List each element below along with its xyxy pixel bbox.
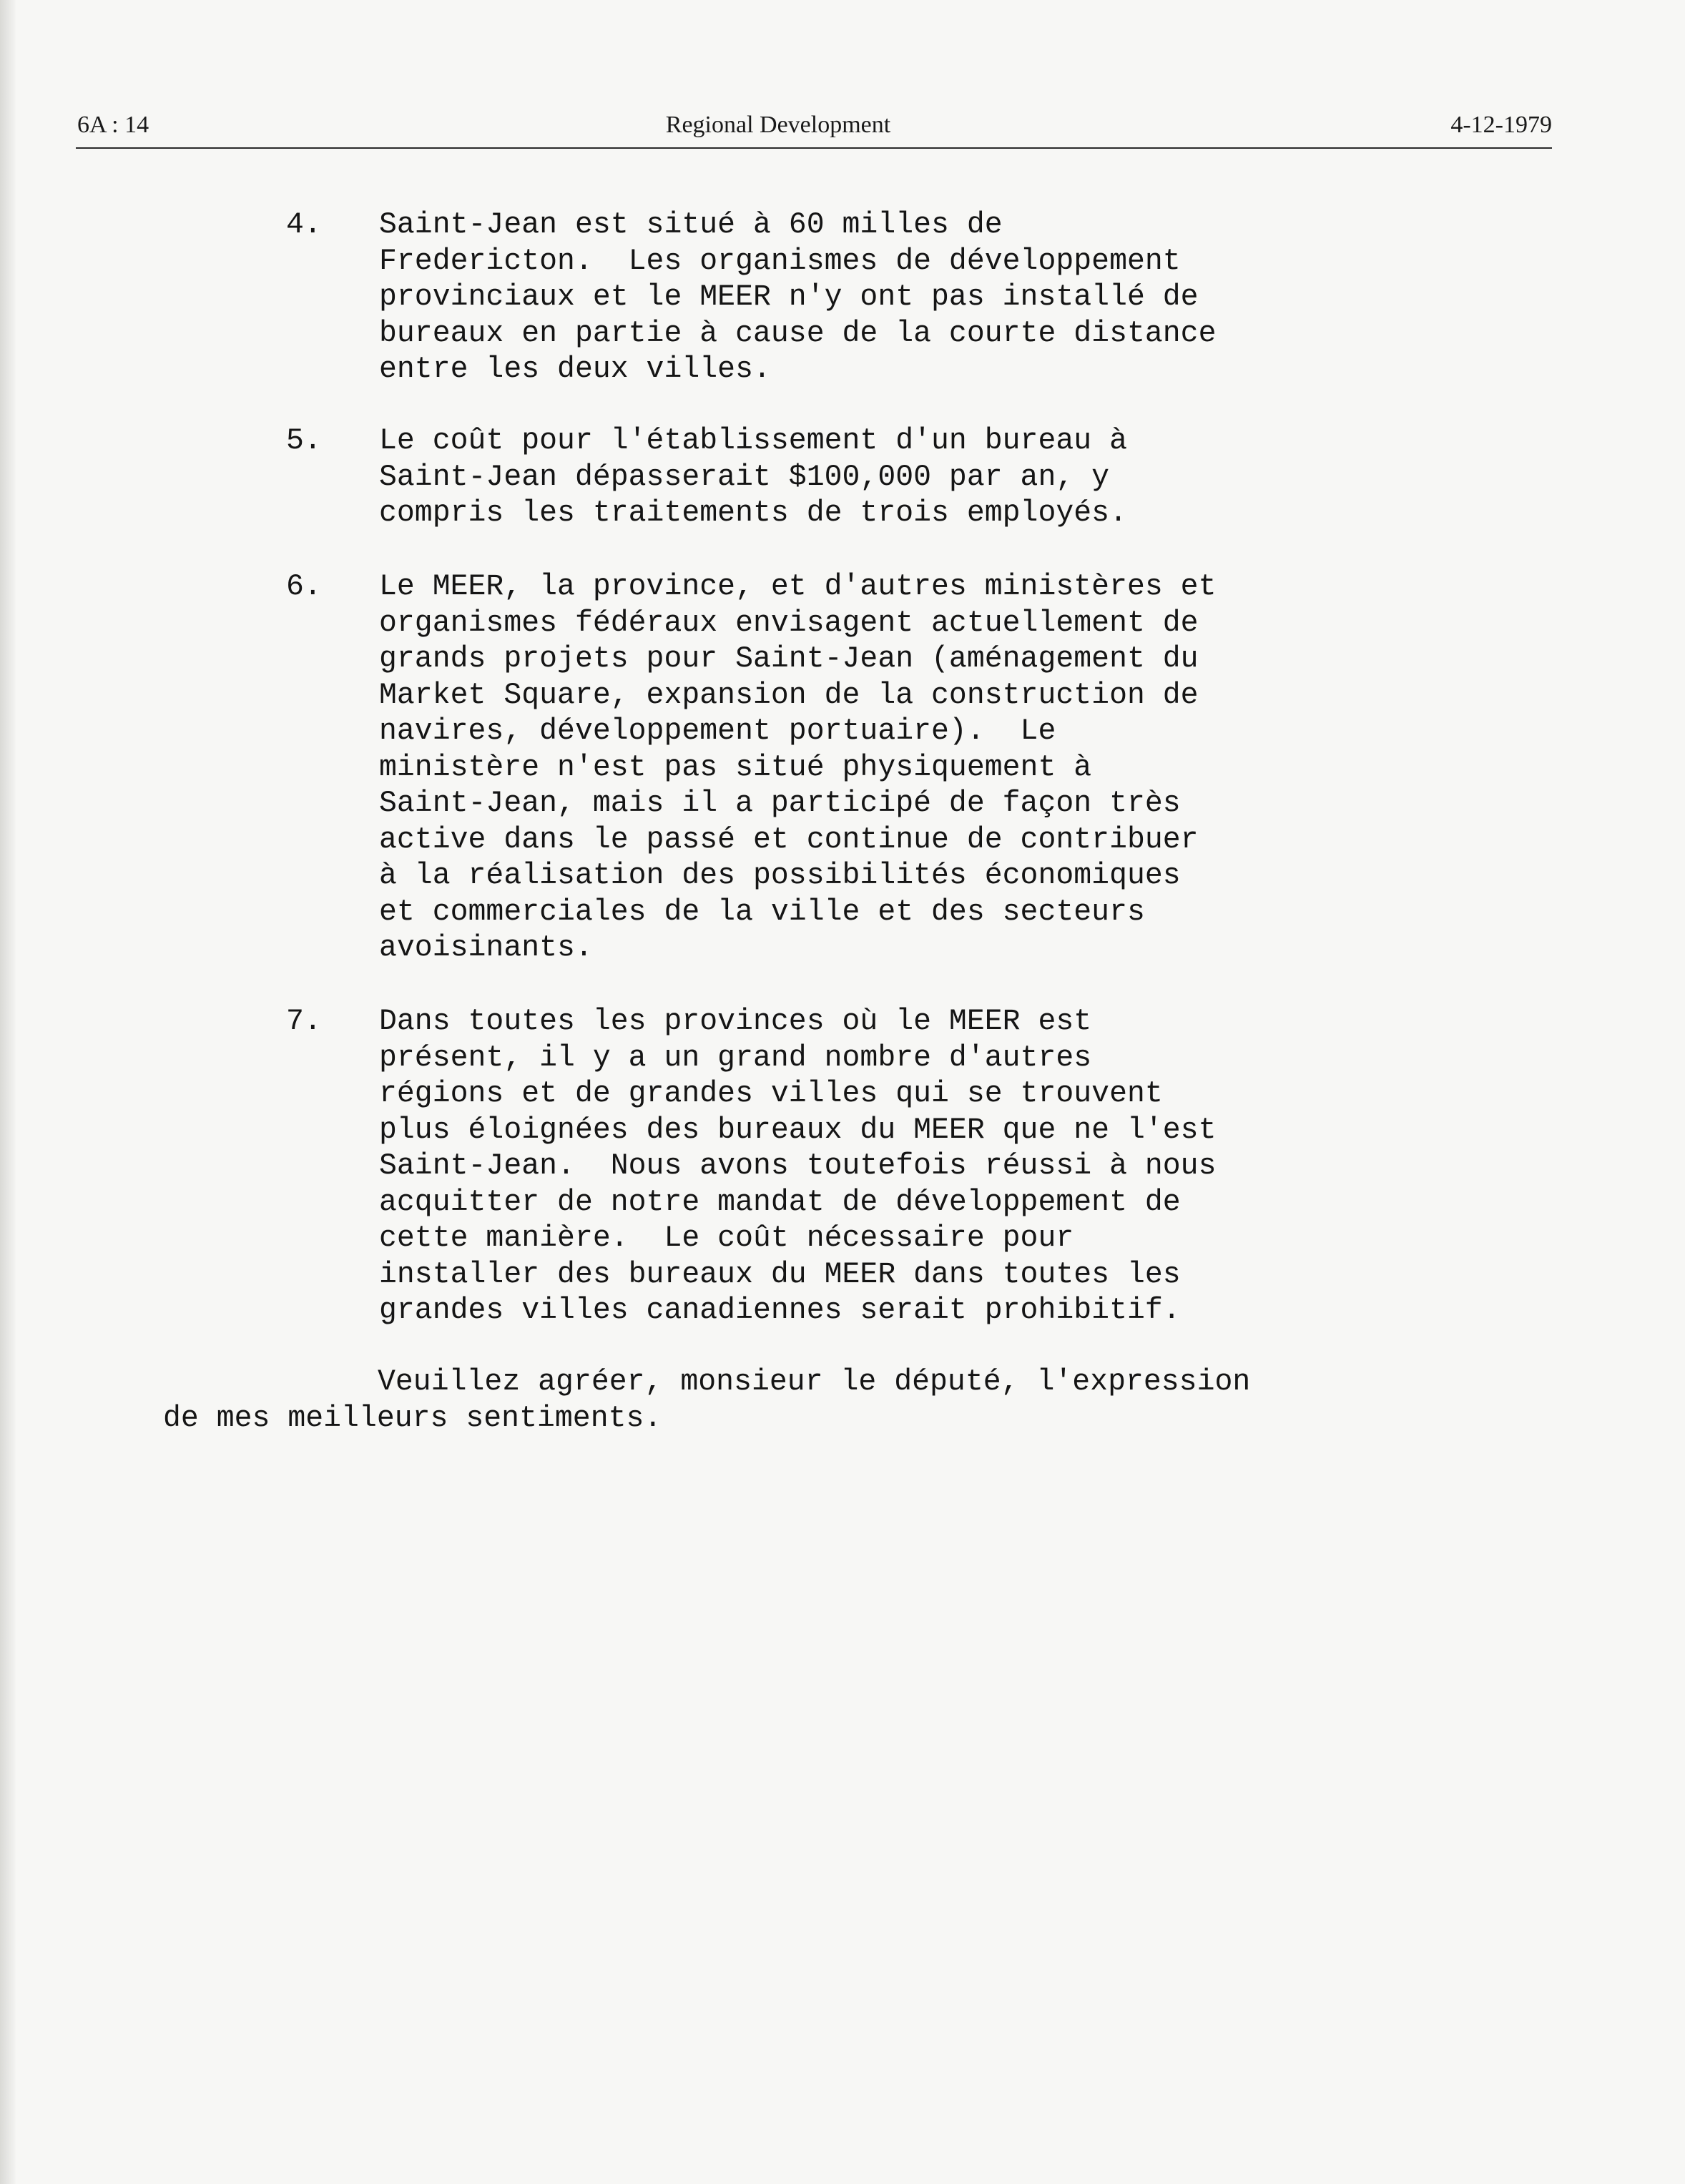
list-item-5 <box>286 423 1495 532</box>
list-item-4 <box>286 207 1495 388</box>
page-edge-shadow <box>0 0 16 2184</box>
page-reference: 6A : 14 <box>77 112 149 138</box>
header-title: Regional Development <box>665 112 891 138</box>
closing-line-1: Veuillez agréer, monsieur le député, l'expression <box>378 1365 1251 1399</box>
item-number: 7. <box>286 1005 322 1038</box>
header-date: 4-12-1979 <box>1450 112 1552 138</box>
header-rule <box>76 147 1552 149</box>
closing-salutation <box>163 1364 1493 1437</box>
closing-line-2: de mes meilleurs sentiments. <box>163 1401 662 1435</box>
item-text: Saint-Jean est situé à 60 milles de Fredericton. Les organismes de développement provinciaux et le MEER n'y ont pas installé de bureaux en partie à cause de la courte distance entre les deux villes. <box>379 208 1217 386</box>
item-text: Dans toutes les provinces où le MEER est présent, il y a un grand nombre d'autres régions et de grandes villes qui se trouvent plus éloignées des bureaux du MEER que ne l'est Saint-Jean. Nous avons toutefois réussi à nous acquitter de notre mandat de développement de cette manière. Le coût nécessaire pour installer des bureaux du MEER dans toutes les grandes villes canadiennes serait prohibitif. <box>379 1005 1217 1327</box>
item-number: 6. <box>286 570 322 604</box>
item-number: 5. <box>286 424 322 458</box>
page-header <box>77 112 1552 152</box>
list-item-6 <box>286 569 1495 967</box>
item-text: Le coût pour l'établissement d'un bureau à Saint-Jean dépasserait $100,000 par an, y compris les traitements de trois employés. <box>379 424 1127 530</box>
list-item-7 <box>286 1004 1495 1329</box>
item-number: 4. <box>286 208 322 242</box>
item-text: Le MEER, la province, et d'autres ministères et organismes fédéraux envisagent actuellement de grands projets pour Saint-Jean (aménagement du Market Square, expansion de la construction de navires, développement portuaire). Le ministère n'est pas situé physiquement à Saint-Jean, mais il a participé de façon très active dans le passé et continue de contribuer à la réalisation des possibilités économiques et commerciales de la ville et des secteurs avoisinants. <box>379 570 1217 965</box>
